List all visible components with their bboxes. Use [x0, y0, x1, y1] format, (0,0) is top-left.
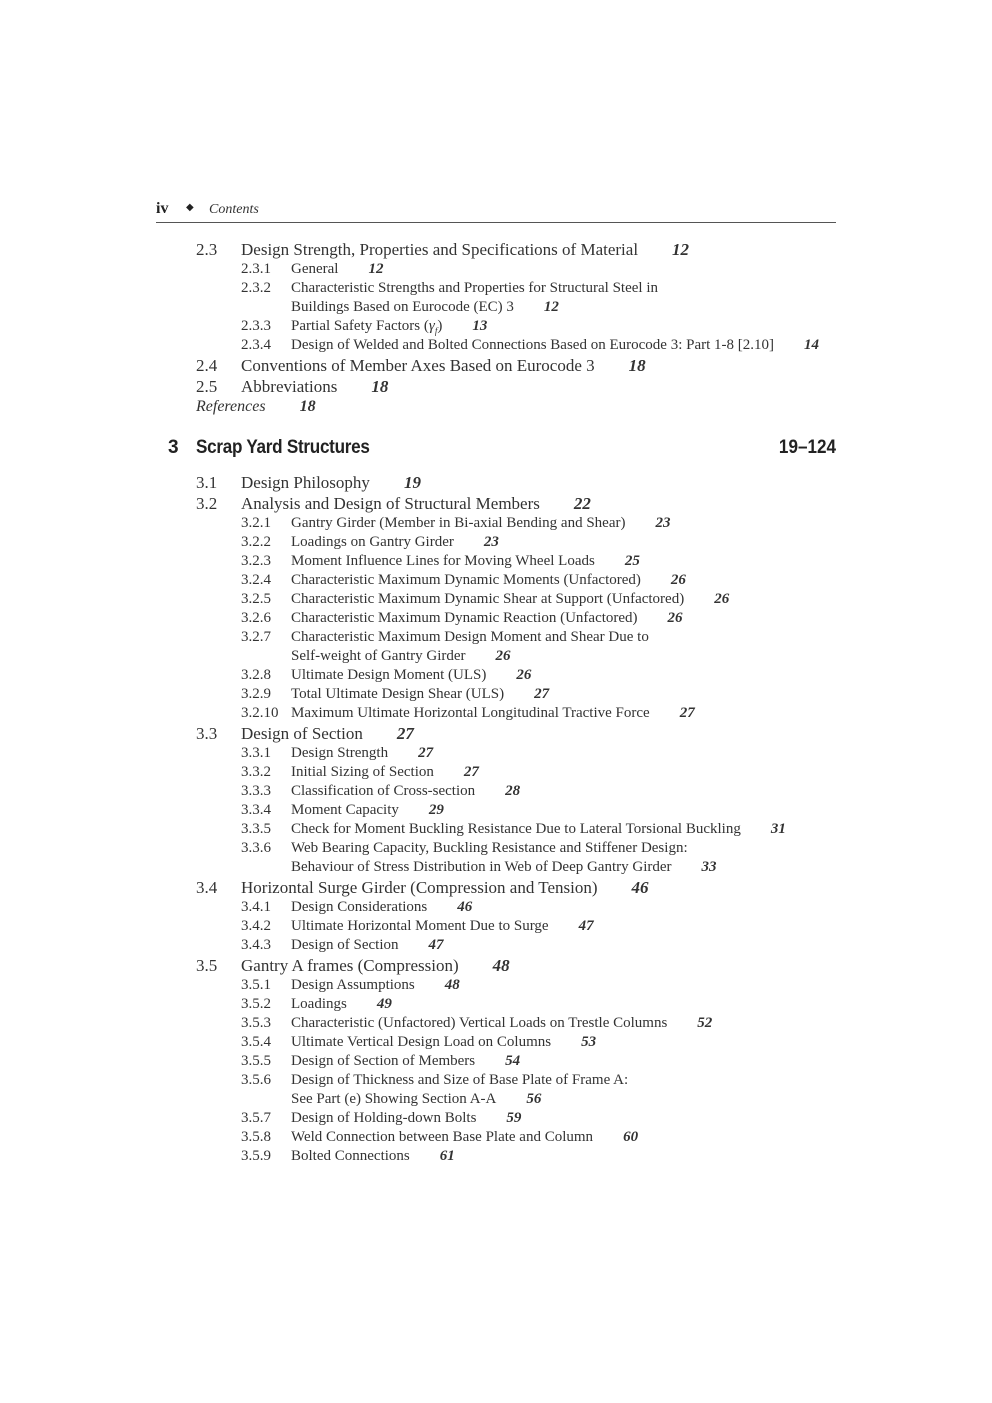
toc-entry-title-end: )	[437, 318, 443, 334]
toc-entry-number: 3.3.2	[241, 764, 271, 780]
toc-entry-title-text: Design Considerations	[291, 899, 428, 915]
toc-entry-page: 46	[457, 899, 473, 915]
toc-entry-title-text: Moment Influence Lines for Moving Wheel Loads	[291, 553, 595, 569]
toc-entry-title-text: Check for Moment Buckling Resistance Due to Lateral Torsional Buckling	[291, 821, 741, 837]
chapter-title: Scrap Yard Structures	[196, 437, 370, 458]
toc-entry-title-text: Design of Section	[291, 937, 399, 953]
toc-entry-number: 3.2	[196, 494, 218, 513]
toc-entry-title	[291, 764, 479, 781]
toc-entry-title	[291, 591, 729, 608]
toc-entry-page: 53	[581, 1034, 597, 1050]
toc-entry-title	[291, 1129, 638, 1146]
toc-entry-number: 2.3.1	[241, 261, 271, 277]
toc-entry-title-text: Gantry A frames (Compression)	[241, 956, 459, 975]
chapter-page-range: 19–124	[778, 437, 836, 458]
toc-entry-title-text: Design of Thickness and Size of Base Plate of Frame A:	[291, 1072, 629, 1088]
toc-entry-title	[291, 859, 717, 876]
toc-entry-number: 2.3.2	[241, 280, 271, 296]
toc-entry-title	[291, 1015, 712, 1032]
toc-entry-page: 56	[526, 1091, 542, 1107]
toc-entry-title-text: Characteristic (Unfactored) Vertical Loads on Trestle Columns	[291, 1015, 668, 1031]
toc-entry-title-text: Loadings on Gantry Girder	[291, 534, 454, 550]
toc-entry-page: 25	[624, 553, 640, 569]
toc-entry-page: 27	[534, 686, 550, 702]
toc-entry-title-text: Abbreviations	[241, 377, 338, 396]
toc-entry-number: 3.5.4	[241, 1034, 271, 1050]
toc-entry-title	[291, 821, 786, 838]
toc-entry-number: 3.5.7	[241, 1110, 271, 1126]
toc-entry-title-text: Design Strength	[291, 745, 389, 761]
toc-entry-title-text: References	[196, 398, 266, 415]
toc-entry-number: 3.2.9	[241, 686, 271, 702]
toc-entry-number: 3.2.1	[241, 515, 271, 531]
toc-entry-title-text: Maximum Ultimate Horizontal Longitudinal Tractive Force	[291, 705, 650, 721]
toc-entry-page: 26	[495, 648, 511, 664]
page-number: iv	[156, 200, 169, 217]
toc-entry-page: 14	[804, 337, 820, 353]
toc-entry-number: 3.2.7	[241, 629, 271, 645]
toc-entry-page: 13	[472, 318, 488, 334]
toc-entry-page: 52	[697, 1015, 713, 1031]
toc-entry-title	[241, 878, 649, 898]
toc-entry-title-text: Conventions of Member Axes Based on Eurocode 3	[241, 356, 595, 375]
toc-entry-number: 3.1	[196, 473, 218, 492]
toc-entry-page: 23	[655, 515, 671, 531]
toc-entry-page: 27	[418, 745, 434, 761]
toc-entry-title	[291, 705, 695, 722]
toc-entry-number: 3.3.5	[241, 821, 271, 837]
toc-entry-title-text: Web Bearing Capacity, Buckling Resistance and Stiffener Design:	[291, 840, 688, 856]
toc-entry-page: 49	[376, 996, 392, 1012]
toc-entry-number: 3.3.6	[241, 840, 271, 856]
toc-entry-title-text: Characteristic Maximum Dynamic Reaction (Unfactored)	[291, 610, 638, 626]
toc-entry-page: 54	[505, 1053, 521, 1069]
toc-entry-page: 12	[368, 261, 384, 277]
toc-entry-title	[291, 337, 819, 354]
toc-entry-title-text: Loadings	[291, 996, 347, 1012]
toc-entry-title-text: Initial Sizing of Section	[291, 764, 434, 780]
toc-entry-page: 26	[667, 610, 683, 626]
toc-entry-number: 2.5	[196, 377, 218, 396]
toc-entry-title-text: Behaviour of Stress Distribution in Web of Deep Gantry Girder	[291, 859, 672, 875]
toc-entry-title	[291, 280, 658, 297]
toc-entry-title	[291, 553, 640, 570]
toc-entry-title-text: Partial Safety Factors (	[291, 318, 429, 334]
toc-entry-number: 3.2.3	[241, 553, 271, 569]
toc-entry-title-text: Characteristic Maximum Dynamic Shear at Support (Unfactored)	[291, 591, 685, 607]
toc-entry-page: 46	[631, 878, 649, 897]
diamond-separator-icon: ◆	[186, 202, 194, 213]
toc-entry-title	[291, 1148, 455, 1165]
toc-entry-page: 33	[701, 859, 717, 875]
toc-entry-title	[291, 515, 670, 532]
toc-entry-title	[241, 494, 591, 514]
toc-entry-title-text: Characteristic Maximum Dynamic Moments (Unfactored)	[291, 572, 641, 588]
toc-entry-page: 12	[672, 240, 690, 259]
toc-entry-title	[291, 1053, 520, 1070]
toc-entry-number: 3.2.2	[241, 534, 271, 550]
toc-entry-title	[241, 956, 510, 976]
toc-entry-title-text: Horizontal Surge Girder (Compression and Tension)	[241, 878, 598, 897]
toc-entry-title	[291, 937, 443, 954]
toc-entry-page: 19	[403, 473, 421, 492]
toc-entry-number: 3.4	[196, 878, 218, 897]
toc-entry-number: 3.3.3	[241, 783, 271, 799]
gamma-subscript: f	[434, 326, 438, 336]
toc-entry-title	[291, 899, 472, 916]
toc-entry-title	[291, 1091, 541, 1108]
toc-entry-page: 31	[770, 821, 786, 837]
toc-entry-number: 3.5.1	[241, 977, 271, 993]
toc-entry-page: 18	[371, 377, 389, 396]
toc-entry-title-text: Design Philosophy	[241, 473, 370, 492]
toc-entry-title	[291, 1072, 628, 1089]
chapter-number: 3	[168, 437, 179, 458]
toc-entry-title	[291, 572, 686, 589]
toc-entry-title	[241, 240, 689, 260]
toc-entry-title-text: Total Ultimate Design Shear (ULS)	[291, 686, 505, 702]
toc-entry-title	[241, 473, 421, 493]
toc-entry-number: 3.5.2	[241, 996, 271, 1012]
toc-entry-page: 12	[543, 299, 559, 315]
toc-entry-title	[291, 686, 549, 703]
toc-entry-number: 3.5.5	[241, 1053, 271, 1069]
toc-entry-page: 18	[628, 356, 646, 375]
toc-entry-number: 3.5.9	[241, 1148, 271, 1164]
toc-entry-page: 48	[492, 956, 510, 975]
toc-entry-title-text: Design of Holding-down Bolts	[291, 1110, 477, 1126]
toc-entry-number: 3.3.4	[241, 802, 271, 818]
toc-entry-title-text: Ultimate Horizontal Moment Due to Surge	[291, 918, 549, 934]
toc-entry-number: 3.2.4	[241, 572, 271, 588]
toc-entry-title	[291, 996, 392, 1013]
toc-entry-title-text: Characteristic Strengths and Properties for Structural Steel in	[291, 280, 658, 296]
toc-entry-page: 28	[505, 783, 521, 799]
toc-entry-title-text: Ultimate Design Moment (ULS)	[291, 667, 487, 683]
toc-entry-title	[241, 356, 646, 376]
toc-entry-page: 47	[578, 918, 594, 934]
toc-entry-title	[291, 667, 531, 684]
toc-entry-title	[291, 1034, 596, 1051]
toc-entry-title-text: Self-weight of Gantry Girder	[291, 648, 466, 664]
toc-entry-page: 27	[679, 705, 695, 721]
toc-entry-title	[291, 745, 433, 762]
toc-entry-title	[291, 840, 688, 857]
toc-entry-number: 3.4.1	[241, 899, 271, 915]
toc-entry-number: 3.5	[196, 956, 218, 975]
toc-entry-title-text: Design of Welded and Bolted Connections Based on Eurocode 3: Part 1-8 [2.10]	[291, 337, 775, 353]
toc-entry-page: 22	[573, 494, 591, 513]
toc-entry-title	[291, 802, 444, 819]
toc-entry-title-text: Design Assumptions	[291, 977, 415, 993]
toc-entry-page: 23	[483, 534, 499, 550]
toc-entry-number: 3.2.6	[241, 610, 271, 626]
toc-entry-title	[291, 318, 487, 336]
toc-entry-title-text: Ultimate Vertical Design Load on Columns	[291, 1034, 552, 1050]
toc-entry-title	[291, 629, 649, 646]
toc-entry-page: 26	[714, 591, 730, 607]
toc-entry-title	[196, 398, 316, 416]
toc-entry-title-text: Design of Section of Members	[291, 1053, 476, 1069]
toc-entry-page: 27	[463, 764, 479, 780]
toc-entry-page: 48	[444, 977, 460, 993]
toc-entry-page: 59	[506, 1110, 522, 1126]
toc-entry-number: 3.2.5	[241, 591, 271, 607]
toc-entry-number: 3.5.6	[241, 1072, 271, 1088]
toc-entry-number: 3.4.2	[241, 918, 271, 934]
toc-entry-title	[291, 299, 559, 316]
toc-entry-title-text: Weld Connection between Base Plate and Column	[291, 1129, 594, 1145]
toc-entry-title	[241, 377, 388, 397]
toc-entry-number: 2.3.3	[241, 318, 271, 334]
toc-entry-title-text: Classification of Cross-section	[291, 783, 476, 799]
toc-entry-title-text: Bolted Connections	[291, 1148, 410, 1164]
toc-entry-title-text: Analysis and Design of Structural Members	[241, 494, 540, 513]
toc-entry-title-text: Characteristic Maximum Design Moment and Shear Due to	[291, 629, 649, 645]
toc-entry-number: 3.2.10	[241, 705, 279, 721]
toc-entry-number: 3.4.3	[241, 937, 271, 953]
toc-entry-page: 26	[670, 572, 686, 588]
toc-entry-title-text: Buildings Based on Eurocode (EC) 3	[291, 299, 514, 315]
toc-entry-title-text: Gantry Girder (Member in Bi-axial Bending and Shear)	[291, 515, 626, 531]
toc-entry-page: 26	[516, 667, 532, 683]
toc-entry-number: 3.2.8	[241, 667, 271, 683]
toc-entry-number: 3.5.3	[241, 1015, 271, 1031]
toc-entry-number: 2.3	[196, 240, 218, 259]
toc-entry-page: 61	[439, 1148, 455, 1164]
gamma-symbol: γ	[428, 318, 435, 334]
toc-entry-number: 3.3	[196, 724, 218, 743]
toc-entry-number: 2.3.4	[241, 337, 271, 353]
running-title: Contents	[209, 202, 259, 217]
toc-entry-number: 3.5.8	[241, 1129, 271, 1145]
running-header	[156, 200, 836, 223]
toc-entry-title	[291, 977, 460, 994]
toc-entry-title	[291, 261, 383, 278]
toc-entry-number: 3.3.1	[241, 745, 271, 761]
toc-entry-page: 29	[428, 802, 444, 818]
toc-entry-page: 60	[623, 1129, 639, 1145]
toc-entry-title-text: Moment Capacity	[291, 802, 399, 818]
toc-entry-title-text: Design Strength, Properties and Specifications of Material	[241, 240, 639, 259]
toc-entry-page: 27	[396, 724, 414, 743]
toc-entry-title	[241, 724, 414, 744]
toc-entry-page: 18	[299, 398, 316, 415]
toc-entry-title	[291, 610, 683, 627]
toc-entry-title	[291, 1110, 521, 1127]
toc-entry-title	[291, 783, 520, 800]
toc-entry-title	[291, 534, 499, 551]
toc-entry-title-text: Design of Section	[241, 724, 363, 743]
toc-entry-page: 47	[428, 937, 444, 953]
toc-entry-title-text: General	[291, 261, 339, 277]
toc-entry-title	[291, 918, 594, 935]
toc-entry-title-text: See Part (e) Showing Section A-A	[291, 1091, 497, 1107]
toc-entry-title	[291, 648, 511, 665]
toc-entry-number: 2.4	[196, 356, 218, 375]
